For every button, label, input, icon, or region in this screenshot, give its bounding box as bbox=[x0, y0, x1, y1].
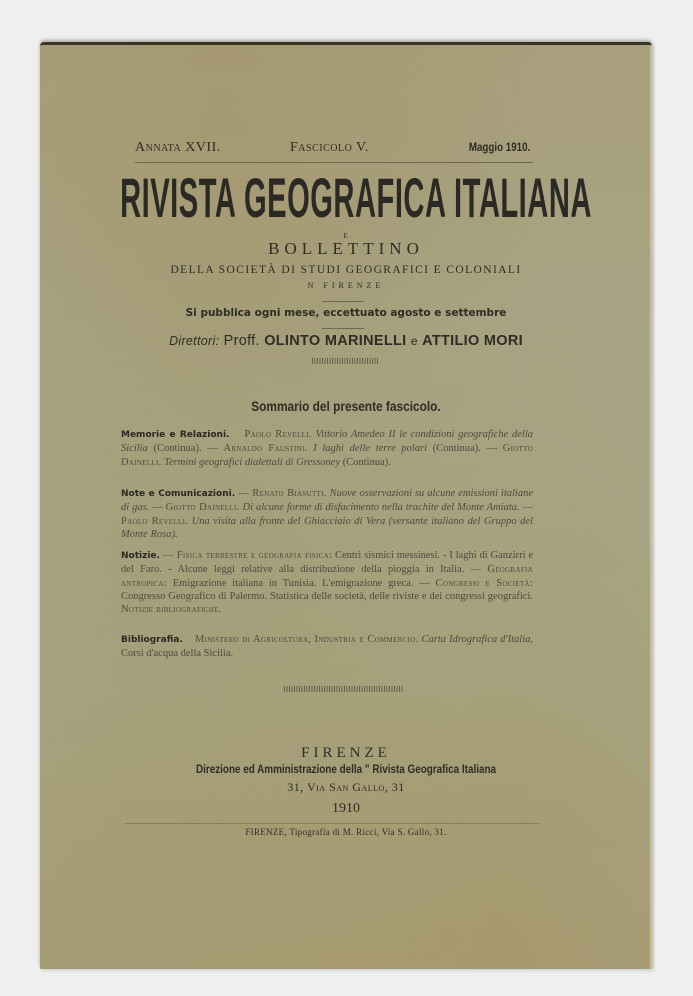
footer-direction: Direzione ed Amministrazione della " Rivista Geografica Italiana bbox=[195, 764, 497, 776]
topic-text: Emigrazione italiana in Tunisia. L'emigrazione greca. — bbox=[172, 577, 430, 589]
directors-line bbox=[40, 333, 652, 349]
article-note: Corsi d'acqua della Sicilia. bbox=[121, 648, 234, 660]
journal-title-text: RIVISTA GEOGRAFICA ITALIANA bbox=[120, 166, 592, 229]
author: Giotto Dainelli. bbox=[165, 502, 240, 514]
fascicolo-label: Fascicolo V. bbox=[290, 140, 369, 155]
article-title: Una visita alla fronte del Ghiacciaio di Vera (versante italiano del Gruppo del Monte Rosa). bbox=[121, 515, 533, 540]
journal-title bbox=[120, 166, 592, 229]
ornamental-rule bbox=[284, 686, 404, 692]
article-note: (Continua). — bbox=[153, 443, 218, 455]
annata-label: Annata XVII. bbox=[135, 140, 221, 155]
article-title: Nuove osservazioni su alcune emissioni italiane di gas. bbox=[121, 488, 534, 514]
footer-address: 31, Via San Gallo, 31 bbox=[287, 780, 405, 794]
society-city: N FIRENZE bbox=[307, 281, 385, 290]
author: Ministero di Agricoltura, Industria e Commercio. bbox=[194, 634, 419, 645]
directors-prefix: Proff. bbox=[223, 333, 260, 349]
article-title: Termini geografici dialettali di Gressoney bbox=[164, 456, 341, 468]
article-note: — bbox=[522, 502, 534, 514]
author: Arnaldo Faustini. bbox=[223, 443, 308, 455]
issue-header bbox=[135, 140, 530, 158]
article-title: I laghi delle terre polari bbox=[313, 443, 428, 455]
article-title: Di alcune forme di disfacimento nella trachite del Monte Amiata. bbox=[242, 502, 520, 514]
topic-label: Geografia antropica: bbox=[121, 564, 534, 589]
summary-heading: Sommario del presente fascicolo. bbox=[251, 399, 441, 414]
summary-section-memorie bbox=[121, 428, 533, 469]
author: Giotto Dainelli. bbox=[121, 443, 534, 468]
directors-label: Direttori: bbox=[169, 334, 220, 348]
section-label: Bibliografia. bbox=[121, 635, 183, 645]
summary-section-note bbox=[121, 487, 533, 541]
author: Paolo Revelli. bbox=[121, 515, 189, 527]
article-note: (Continua). bbox=[342, 456, 391, 468]
footer-divider bbox=[125, 823, 540, 824]
directors-joiner: e bbox=[410, 334, 418, 348]
director-name: ATTILIO MORI bbox=[422, 333, 523, 349]
article-note: (Continua). — bbox=[432, 443, 498, 455]
article-title: Carta Idrografica d'Italia, bbox=[421, 634, 534, 645]
divider bbox=[322, 328, 364, 329]
author: Paolo Revelli. bbox=[244, 429, 312, 440]
footer-year: 1910 bbox=[332, 801, 360, 816]
publication-note: Si pubblica ogni mese, eccettuato agosto e settembre bbox=[185, 307, 507, 319]
section-label: Notizie. bbox=[121, 551, 160, 561]
topic-label: Notizie bibliografiche. bbox=[121, 604, 222, 616]
section-label: Memorie e Relazioni. bbox=[121, 430, 230, 440]
ornamental-rule bbox=[312, 358, 378, 364]
article-note: — bbox=[152, 502, 163, 514]
bollettino-subtitle: BOLLETTINO bbox=[268, 239, 424, 258]
journal-cover bbox=[40, 42, 652, 969]
article-title: Vittorio Amedeo II le condizioni geografiche della Sicilia bbox=[121, 429, 533, 455]
printer-line: FIRENZE, Tipografia di M. Ricci, Via S. Gallo, 31. bbox=[245, 827, 447, 837]
summary-section-bibliografia bbox=[121, 633, 533, 661]
summary-section-notizie bbox=[121, 549, 533, 616]
divider bbox=[322, 301, 364, 302]
header-divider bbox=[135, 162, 533, 163]
society-name: DELLA SOCIETÀ DI STUDI GEOGRAFICI E COLONIALI bbox=[170, 264, 522, 276]
topic-label: Congressi e Società: bbox=[435, 577, 534, 589]
topic-label: — Fisica terrestre e geografia fisica: bbox=[162, 550, 333, 561]
section-label: Note e Comunicazioni. bbox=[121, 489, 236, 499]
topic-text: Congresso Geografico di Palermo. Statistica delle società, delle riviste e dei congressi geografici. bbox=[121, 590, 533, 602]
title-conjunction: E bbox=[343, 232, 349, 240]
topic-text: Centri sismici messinesi. - I laghi di Ganzirri e del Faro. - Alcune leggi relative alla distribuzione della pioggia in Italia. — bbox=[121, 550, 534, 576]
author: — Renato Biasutti. bbox=[238, 488, 327, 499]
issue-date: Maggio 1910. bbox=[468, 142, 530, 154]
footer-city: FIRENZE bbox=[301, 745, 391, 761]
director-name: OLINTO MARINELLI bbox=[264, 333, 407, 349]
